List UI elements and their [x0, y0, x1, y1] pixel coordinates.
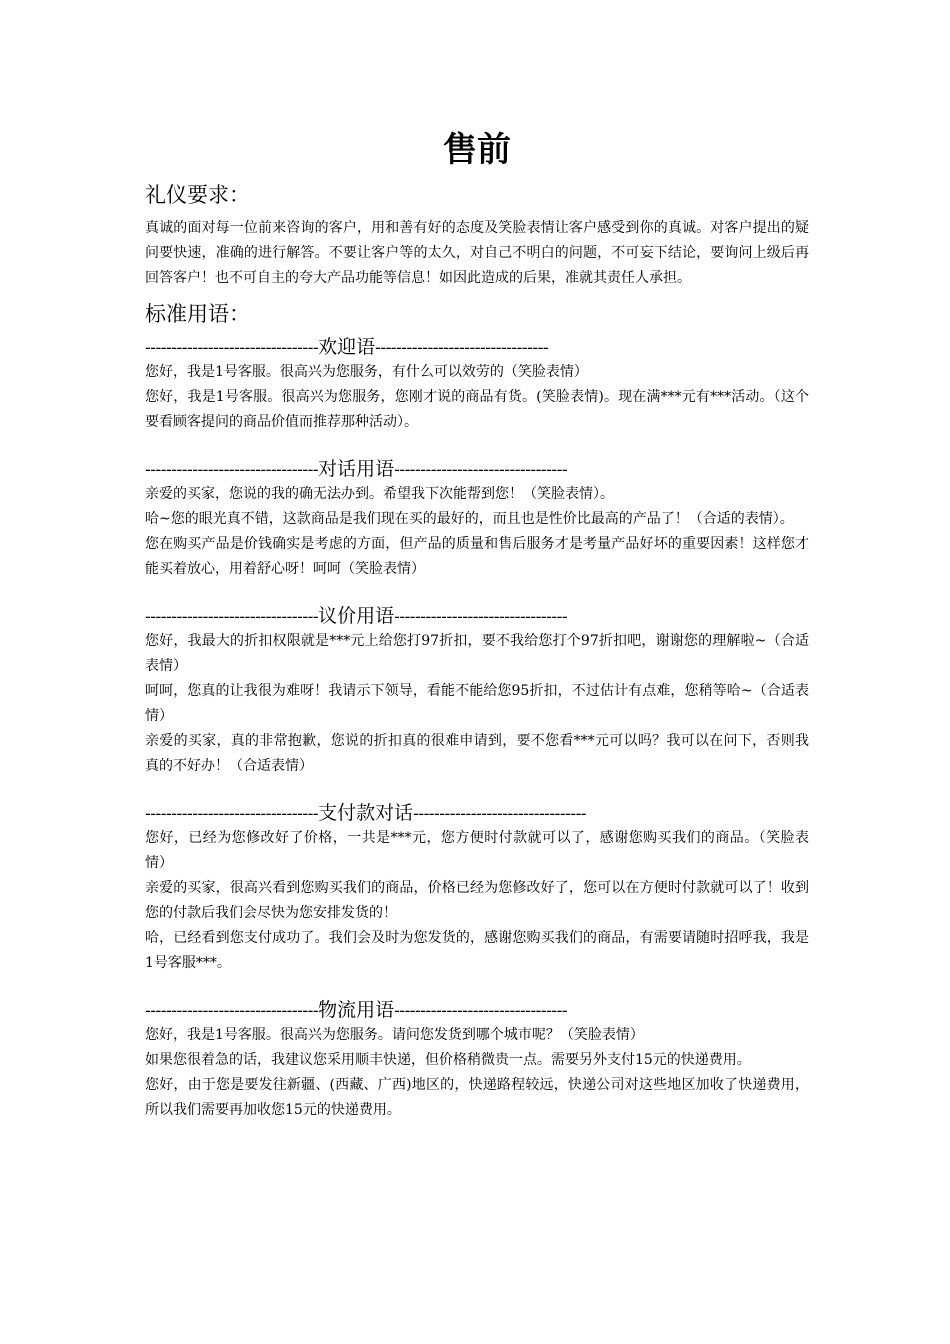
divider-dashes-right: ---------------------------------	[394, 607, 568, 627]
section-divider	[145, 335, 809, 360]
script-line: 您好，由于您是要发往新疆、(西藏、广西)地区的，快递路程较远，快递公司对这些地区加收了快递费用，所以我们需要再加收您15元的快递费用。	[145, 1077, 809, 1118]
section	[145, 604, 809, 779]
script-line: 哈，已经看到您支付成功了。我们会及时为您发货的，感谢您购买我们的商品，有需要请随时招呼我，我是1号客服***。	[145, 930, 809, 971]
section-title: 议价用语	[318, 605, 395, 627]
section-title: 支付款对话	[318, 802, 414, 824]
section	[145, 998, 809, 1123]
script-line: 亲爱的买家，真的非常抱歉，您说的折扣真的很难申请到，要不您看***元可以吗？我可以在问下，否则我真的不好办！（合适表情）	[145, 733, 809, 774]
section-title: 物流用语	[318, 999, 395, 1021]
divider-dashes-right: ---------------------------------	[413, 804, 587, 824]
section-divider	[145, 801, 809, 826]
script-line: 亲爱的买家，很高兴看到您购买我们的商品，价格已经为您修改好了，您可以在方便时付款就可以了！收到您的付款后我们会尽快为您安排发货的！	[145, 880, 809, 921]
divider-dashes-left: ---------------------------------	[145, 804, 319, 824]
script-line: 您好，我是1号客服。很高兴为您服务，您刚才说的商品有货。(笑脸表情)。现在满***元有***活动。（这个要看顾客提问的商品价值而推荐那种活动）。	[145, 389, 809, 430]
script-line: 如果您很着急的话，我建议您采用顺丰快递，但价格稍微贵一点。需要另外支付15元的快递费用。	[145, 1052, 751, 1068]
standard-heading: 标准用语：	[145, 302, 250, 326]
divider-dashes-right: ---------------------------------	[394, 1001, 568, 1021]
script-line: 您在购买产品是价钱确实是考虑的方面，但产品的质量和售后服务才是考量产品好坏的重要因素！这样您才能买着放心，用着舒心呀！呵呵（笑脸表情）	[145, 536, 809, 577]
section	[145, 335, 809, 435]
divider-dashes-left: ---------------------------------	[145, 338, 319, 358]
script-line: 您好，我最大的折扣权限就是***元上给您打97折扣，要不我给您打个97折扣吧，谢谢您的理解啦~（合适表情）	[145, 633, 809, 674]
section-title: 欢迎语	[318, 336, 376, 358]
sections-container	[145, 335, 809, 1123]
section-divider	[145, 457, 809, 482]
divider-dashes-left: ---------------------------------	[145, 607, 319, 627]
script-line: 您好，已经为您修改好了价格，一共是***元，您方便时付款就可以了，感谢您购买我们的商品。（笑脸表情）	[145, 830, 809, 871]
divider-dashes-right: ---------------------------------	[375, 338, 549, 358]
section-divider	[145, 604, 809, 629]
page-title: 售前	[443, 130, 511, 170]
section	[145, 801, 809, 976]
divider-dashes-right: ---------------------------------	[394, 460, 568, 480]
section-title: 对话用语	[318, 458, 395, 480]
script-line: 哈~您的眼光真不错，这款商品是我们现在买的最好的，而且也是性价比最高的产品了！（合适的表情）。	[145, 511, 794, 527]
script-line: 您好，我是1号客服。很高兴为您服务。请问您发货到哪个城市呢？（笑脸表情）	[145, 1027, 644, 1043]
divider-dashes-left: ---------------------------------	[145, 1001, 319, 1021]
section	[145, 457, 809, 582]
etiquette-heading: 礼仪要求：	[145, 183, 250, 207]
document-page	[145, 128, 809, 1123]
section-divider	[145, 998, 809, 1023]
script-line: 亲爱的买家，您说的我的确无法办到。希望我下次能帮到您！（笑脸表情）。	[145, 486, 614, 502]
divider-dashes-left: ---------------------------------	[145, 460, 319, 480]
script-line: 您好，我是1号客服。很高兴为您服务，有什么可以效劳的（笑脸表情）	[145, 364, 588, 380]
script-line: 呵呵，您真的让我很为难呀！我请示下领导，看能不能给您95折扣，不过估计有点难，您稍等哈~（合适表情）	[145, 683, 809, 724]
etiquette-paragraph: 真诚的面对每一位前来咨询的客户，用和善有好的态度及笑脸表情让客户感受到你的真诚。对客户提出的疑问要快速，准确的进行解答。不要让客户等的太久，对自己不明白的问题，不可妄下结论，要询问上级后再回答客户！也不可自主的夸大产品功能等信息！如因此造成的后果，准就其责任人承担。	[145, 220, 809, 286]
